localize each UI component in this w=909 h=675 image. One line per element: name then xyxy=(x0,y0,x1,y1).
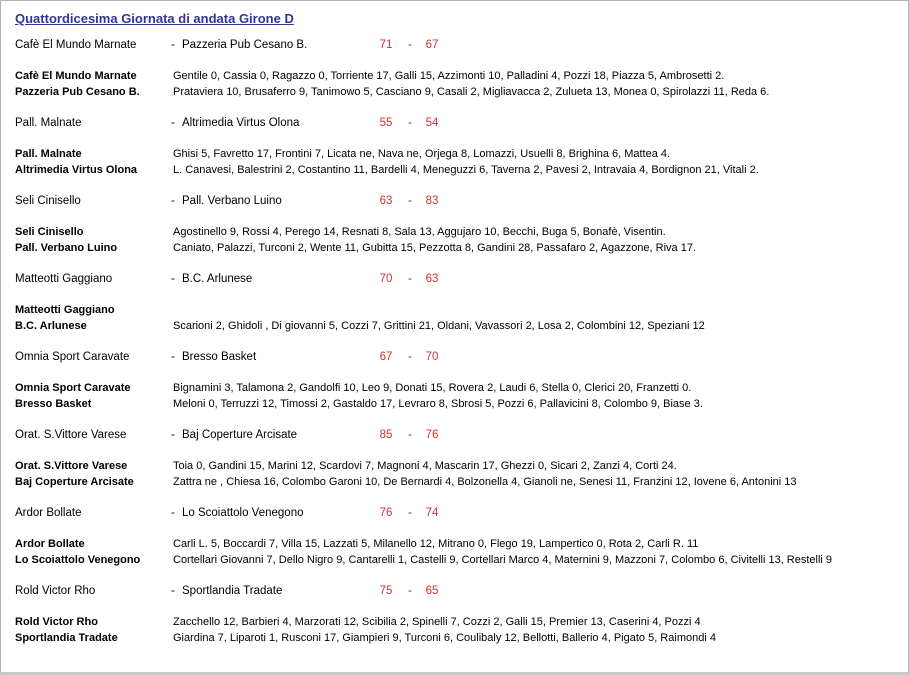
home-roster-row xyxy=(1,224,908,240)
match-list xyxy=(1,37,908,646)
match-score-row xyxy=(1,583,908,599)
match-score-row xyxy=(1,505,908,521)
roster-away-players: Meloni 0, Terruzzi 12, Timossi 2, Gastaldo 17, Levraro 8, Sbrosi 5, Pozzi 6, Pallavicini 8, Colombo 9, Biase 3. xyxy=(173,398,703,410)
away-team-name: Sportlandia Tradate xyxy=(182,585,283,597)
score-separator: - xyxy=(408,117,412,129)
teams-separator: - xyxy=(171,351,175,363)
home-roster-row xyxy=(1,146,908,162)
score-separator: - xyxy=(408,507,412,519)
away-roster-row xyxy=(1,396,908,412)
roster-away-team-name: Pall. Verbano Luino xyxy=(15,242,118,254)
away-roster-row xyxy=(1,552,908,568)
match-block xyxy=(1,115,908,178)
roster-home-team-name: Orat. S.Vittore Varese xyxy=(15,460,128,472)
roster-away-team-name: Baj Coperture Arcisate xyxy=(15,476,134,488)
teams-separator: - xyxy=(171,195,175,207)
away-team-name: Bresso Basket xyxy=(182,351,257,363)
match-rosters xyxy=(1,68,908,100)
match-block xyxy=(1,583,908,646)
away-roster-row xyxy=(1,318,908,334)
home-roster-row xyxy=(1,536,908,552)
home-roster-row xyxy=(1,614,908,630)
match-block xyxy=(1,349,908,412)
roster-home-team-name: Omnia Sport Caravate xyxy=(15,382,131,394)
away-score: 70 xyxy=(425,351,439,363)
roster-home-team-name: Pall. Malnate xyxy=(15,148,82,160)
match-rosters xyxy=(1,458,908,490)
roster-away-players: Cortellari Giovanni 7, Dello Nigro 9, Cantarelli 1, Castelli 9, Cortellari Marco 4, Maternini 9, Mazzoni 7, Colombo 6, Civitelli 13, Restelli 9 xyxy=(173,554,833,566)
roster-home-players: Bignamini 3, Talamona 2, Gandolfi 10, Leo 9, Donati 15, Rovera 2, Laudi 6, Stella 0, Clerici 20, Franzetti 0. xyxy=(173,382,692,394)
match-rosters xyxy=(1,302,908,334)
match-block xyxy=(1,427,908,490)
home-score: 70 xyxy=(379,273,393,285)
teams-separator: - xyxy=(171,117,175,129)
teams-separator: - xyxy=(171,429,175,441)
match-block xyxy=(1,37,908,100)
match-rosters xyxy=(1,614,908,646)
away-score: 63 xyxy=(425,273,439,285)
match-rosters xyxy=(1,224,908,256)
away-roster-row xyxy=(1,240,908,256)
away-team-name: B.C. Arlunese xyxy=(182,273,253,285)
round-title-link[interactable]: Quattordicesima Giornata di andata Girone D xyxy=(15,11,294,26)
roster-away-team-name: Lo Scoiattolo Venegono xyxy=(15,554,141,566)
home-score: 75 xyxy=(379,585,393,597)
away-score: 83 xyxy=(425,195,439,207)
roster-home-players: Carli L. 5, Boccardi 7, Villa 15, Lazzati 5, Milanello 12, Mitrano 0, Flego 19, Lampertico 0, Rota 2, Carli R. 11 xyxy=(173,538,699,550)
match-rosters xyxy=(1,536,908,568)
home-team-name: Seli Cinisello xyxy=(15,195,81,207)
match-score-row xyxy=(1,37,908,53)
home-roster-row xyxy=(1,458,908,474)
home-roster-row xyxy=(1,302,908,318)
score-separator: - xyxy=(408,195,412,207)
away-team-name: Altrimedia Virtus Olona xyxy=(182,117,300,129)
home-team-name: Omnia Sport Caravate xyxy=(15,351,130,363)
away-score: 54 xyxy=(425,117,439,129)
home-score: 63 xyxy=(379,195,393,207)
home-score: 85 xyxy=(379,429,393,441)
match-score-row xyxy=(1,115,908,131)
home-score: 55 xyxy=(379,117,393,129)
home-team-name: Pall. Malnate xyxy=(15,117,82,129)
roster-home-players: Toia 0, Gandini 15, Marini 12, Scardovi 7, Magnoni 4, Mascarin 17, Ghezzi 0, Sicari 2, Zanzi 4, Corti 24. xyxy=(173,460,677,472)
match-block xyxy=(1,271,908,334)
home-score: 76 xyxy=(379,507,393,519)
score-separator: - xyxy=(408,351,412,363)
roster-home-team-name: Cafè El Mundo Marnate xyxy=(15,70,137,82)
away-roster-row xyxy=(1,84,908,100)
match-score-row xyxy=(1,349,908,365)
away-score: 76 xyxy=(425,429,439,441)
roster-home-team-name: Seli Cinisello xyxy=(15,226,84,238)
home-team-name: Orat. S.Vittore Varese xyxy=(15,429,127,441)
home-roster-row xyxy=(1,380,908,396)
home-team-name: Rold Victor Rho xyxy=(15,585,96,597)
teams-separator: - xyxy=(171,39,175,51)
score-separator: - xyxy=(408,429,412,441)
away-roster-row xyxy=(1,630,908,646)
match-rosters xyxy=(1,146,908,178)
match-score-row xyxy=(1,427,908,443)
match-score-row xyxy=(1,271,908,287)
teams-separator: - xyxy=(171,585,175,597)
match-block xyxy=(1,193,908,256)
roster-away-team-name: Sportlandia Tradate xyxy=(15,632,118,644)
roster-away-players: Scarioni 2, Ghidoli , Di giovanni 5, Cozzi 7, Grittini 21, Oldani, Vavassori 2, Losa 2, Colombini 12, Speziani 12 xyxy=(173,320,705,332)
away-team-name: Pazzeria Pub Cesano B. xyxy=(182,39,308,51)
roster-home-players: Agostinello 9, Rossi 4, Perego 14, Resnati 8, Sala 13, Aggujaro 10, Becchi, Buga 5, Bonafè, Visentin. xyxy=(173,226,666,238)
roster-home-players: Zacchello 12, Barbieri 4, Marzorati 12, Scibilia 2, Spinelli 7, Cozzi 2, Galli 15, Premier 13, Caserini 4, Pozzi 4 xyxy=(173,616,701,628)
roster-away-team-name: Altrimedia Virtus Olona xyxy=(15,164,138,176)
teams-separator: - xyxy=(171,507,175,519)
score-separator: - xyxy=(408,39,412,51)
match-block xyxy=(1,505,908,568)
roster-home-players: Gentile 0, Cassia 0, Ragazzo 0, Torriente 17, Galli 15, Azzimonti 10, Palladini 4, Pozzi 18, Piazza 5, Ambrosetti 2. xyxy=(173,70,725,82)
score-separator: - xyxy=(408,585,412,597)
home-team-name: Matteotti Gaggiano xyxy=(15,273,113,285)
roster-home-team-name: Rold Victor Rho xyxy=(15,616,98,628)
roster-away-players: L. Canavesi, Balestrini 2, Costantino 11, Bardelli 4, Meneguzzi 6, Taverna 2, Pavesi 2, Intravaia 4, Bordignon 21, Vitali 2. xyxy=(173,164,759,176)
roster-home-team-name: Matteotti Gaggiano xyxy=(15,304,115,316)
home-roster-row xyxy=(1,68,908,84)
away-score: 74 xyxy=(425,507,439,519)
match-rosters xyxy=(1,380,908,412)
home-score: 71 xyxy=(379,39,393,51)
roster-away-team-name: B.C. Arlunese xyxy=(15,320,87,332)
roster-away-players: Giardina 7, Liparoti 1, Rusconi 17, Giampieri 9, Turconi 6, Coulibaly 12, Bellotti, Ballerio 4, Pigato 5, Raimondi 4 xyxy=(173,632,716,644)
home-score: 67 xyxy=(379,351,393,363)
roster-away-team-name: Pazzeria Pub Cesano B. xyxy=(15,86,140,98)
away-score: 67 xyxy=(425,39,439,51)
roster-home-players: Ghisi 5, Favretto 17, Frontini 7, Licata ne, Nava ne, Orjega 8, Lomazzi, Usuelli 8, Brighina 6, Mattea 4. xyxy=(173,148,671,160)
away-team-name: Baj Coperture Arcisate xyxy=(182,429,298,441)
away-roster-row xyxy=(1,474,908,490)
roster-home-team-name: Ardor Bollate xyxy=(15,538,85,550)
match-score-row xyxy=(1,193,908,209)
away-roster-row xyxy=(1,162,908,178)
teams-separator: - xyxy=(171,273,175,285)
roster-away-team-name: Bresso Basket xyxy=(15,398,92,410)
away-team-name: Pall. Verbano Luino xyxy=(182,195,282,207)
score-separator: - xyxy=(408,273,412,285)
roster-away-players: Prataviera 10, Brusaferro 9, Tanimowo 5, Casciano 9, Casali 2, Migliavacca 2, Zulueta 13, Monea 0, Spirolazzi 11, Reda 6. xyxy=(173,86,770,98)
away-score: 65 xyxy=(425,585,439,597)
roster-away-players: Caniato, Palazzi, Turconi 2, Wente 11, Gubitta 15, Pezzotta 8, Gandini 28, Passafaro 2, Agazzone, Riva 17. xyxy=(173,242,697,254)
home-team-name: Ardor Bollate xyxy=(15,507,82,519)
roster-away-players: Zattra ne , Chiesa 16, Colombo Garoni 10, De Bernardi 4, Bolzonella 4, Gianoli ne, Senesi 11, Franzini 12, Iovene 6, Antonini 13 xyxy=(173,476,797,488)
home-team-name: Cafè El Mundo Marnate xyxy=(15,39,137,51)
away-team-name: Lo Scoiattolo Venegono xyxy=(182,507,304,519)
